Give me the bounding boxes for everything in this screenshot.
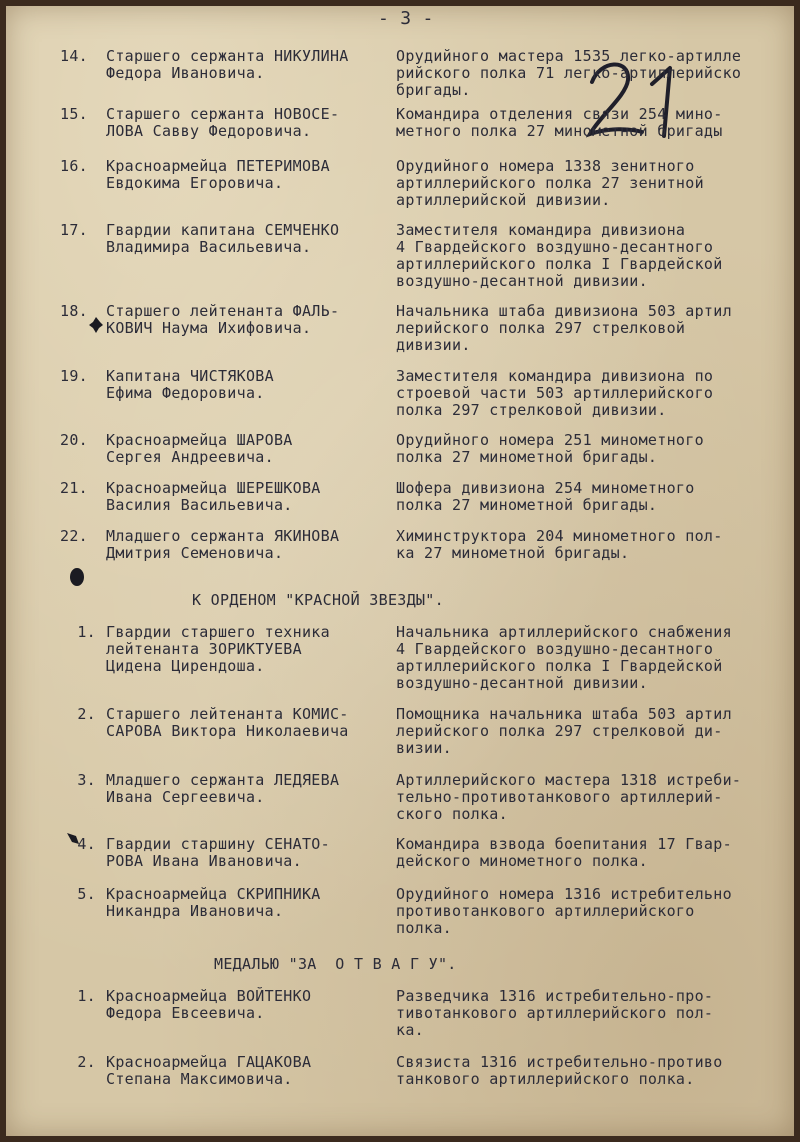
- duty-description: Орудийного номера 251 минометного полка 27 минометной бригады.: [396, 431, 704, 466]
- duty-description: Помощника начальника штаба 503 артил лерийского полка 297 стрелковой ди- визии.: [396, 705, 732, 757]
- ink-blot: [64, 830, 82, 848]
- item-number: 19.: [60, 367, 88, 385]
- item-number: 17.: [60, 221, 88, 239]
- section-heading-medal: МЕДАЛЬЮ "ЗА О Т В А Г У".: [214, 955, 457, 973]
- duty-description: Шофера дивизиона 254 минометного полка 27 минометной бригады.: [396, 479, 695, 514]
- recipient-name: Младшего сержанта ЯКИНОВА Дмитрия Семеновича.: [106, 527, 340, 562]
- duty-description: Заместителя командира дивизиона 4 Гвардейского воздушно-десантного артиллерийского полка I Гвардейской воздушно-десантной дивизии.: [396, 221, 723, 290]
- item-number: 1.: [77, 623, 96, 641]
- section-heading-red-star: К ОРДЕНОМ "КРАСНОЙ ЗВЕЗДЫ".: [192, 591, 444, 609]
- item-number: 15.: [60, 105, 88, 123]
- document-page: [6, 6, 794, 1136]
- recipient-name: Красноармейца ПЕТЕРИМОВА Евдокима Егоровича.: [106, 157, 330, 192]
- item-number: 1.: [77, 987, 96, 1005]
- ink-blot: [88, 316, 104, 334]
- item-number: 4.: [77, 835, 96, 853]
- item-number: 21.: [60, 479, 88, 497]
- recipient-name: Красноармейца СКРИПНИКА Никандра Ивановича.: [106, 885, 321, 920]
- recipient-name: Старшего сержанта НИКУЛИНА Федора Ивановича.: [106, 47, 349, 82]
- duty-description: Начальника штаба дивизиона 503 артил лерийского полка 297 стрелковой дивизии.: [396, 302, 732, 354]
- duty-description: Командира взвода боепитания 17 Гвар- дейского минометного полка.: [396, 835, 732, 870]
- item-number: 5.: [77, 885, 96, 903]
- recipient-name: Красноармейца ГАЦАКОВА Степана Максимовича.: [106, 1053, 312, 1088]
- duty-description: Орудийного номера 1316 истребительно противотанкового артиллерийского полка.: [396, 885, 732, 937]
- duty-description: Орудийного номера 1338 зенитного артиллерийского полка 27 зенитной артиллерийской дивизии.: [396, 157, 704, 209]
- recipient-name: Гвардии капитана СЕМЧЕНКО Владимира Васильевича.: [106, 221, 340, 256]
- item-number: 20.: [60, 431, 88, 449]
- duty-description: Начальника артиллерийского снабжения 4 Гвардейского воздушно-десантного артиллерийского полка I Гвардейской воздушно-десантной дивизии.: [396, 623, 732, 692]
- item-number: 3.: [77, 771, 96, 789]
- duty-description: Артиллерийского мастера 1318 истреби- тельно-противотанкового артиллерий- ского полка.: [396, 771, 742, 823]
- recipient-name: Старшего лейтенанта ФАЛЬ- КОВИЧ Наума Ихифовича.: [106, 302, 340, 337]
- item-number: 16.: [60, 157, 88, 175]
- recipient-name: Красноармейца ШАРОВА Сергея Андреевича.: [106, 431, 293, 466]
- item-number: 2.: [77, 705, 96, 723]
- recipient-name: Гвардии старшего техника лейтенанта ЗОРИКТУЕВА Цидена Цирендоша.: [106, 623, 330, 675]
- duty-description: Командира отделения связи 254 мино- метного полка 27 минометной бригады: [396, 105, 723, 140]
- recipient-name: Красноармейца ШЕРЕШКОВА Василия Васильевича.: [106, 479, 321, 514]
- duty-description: Заместителя командира дивизиона по строевой части 503 артиллерийского полка 297 стрелковой дивизии.: [396, 367, 714, 419]
- recipient-name: Старшего сержанта НОВОСЕ- ЛОВА Савву Федоровича.: [106, 105, 340, 140]
- item-number: 22.: [60, 527, 88, 545]
- ink-blot: [68, 566, 86, 588]
- item-number: 18.: [60, 302, 88, 320]
- recipient-name: Капитана ЧИСТЯКОВА Ефима Федоровича.: [106, 367, 274, 402]
- duty-description: Орудийного мастера 1535 легко-артилле рийского полка 71 легко-артиллерийско бригады.: [396, 47, 742, 99]
- page-number: - 3 -: [378, 8, 434, 29]
- recipient-name: Гвардии старшину СЕНАТО- РОВА Ивана Ивановича.: [106, 835, 330, 870]
- item-number: 2.: [77, 1053, 96, 1071]
- duty-description: Связиста 1316 истребительно-противо танкового артиллерийского полка.: [396, 1053, 723, 1088]
- item-number: 14.: [60, 47, 88, 65]
- duty-description: Химинструктора 204 минометного пол- ка 27 минометной бригады.: [396, 527, 723, 562]
- recipient-name: Старшего лейтенанта КОМИС- САРОВА Виктора Николаевича: [106, 705, 349, 740]
- recipient-name: Младшего сержанта ЛЕДЯЕВА Ивана Сергеевича.: [106, 771, 340, 806]
- recipient-name: Красноармейца ВОЙТЕНКО Федора Евсеевича.: [106, 987, 312, 1022]
- duty-description: Разведчика 1316 истребительно-про- тивотанкового артиллерийского пол- ка.: [396, 987, 714, 1039]
